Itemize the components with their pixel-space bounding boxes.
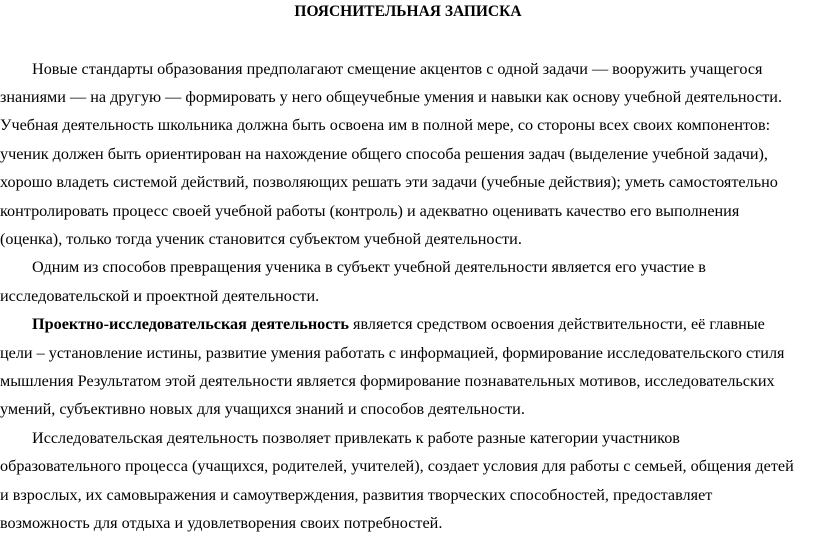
text-line: хорошо владеть системой действий, позволяющих решать эти задачи (учебные действия); уметь самостоятельно <box>0 173 778 191</box>
text-line: исследовательской и проектной деятельности. <box>0 287 320 305</box>
text-fragment: является средством освоения действительности, её главные <box>353 315 765 333</box>
text-line: цели – установление истины, развитие умения работать с информацией, формирование исследовательского стиля <box>0 344 785 362</box>
text-line: умений, субъективно новых для учащихся знаний и способов деятельности. <box>0 400 525 418</box>
text-line: знаниями — на другую — формировать у него общеучебные умения и навыки как основу учебной деятельности. <box>0 88 783 106</box>
text-line: и взрослых, их самовыражения и самоутверждения, развития творческих способностей, предоставляет <box>0 486 713 504</box>
text-line: ученик должен быть ориентирован на нахождение общего способа решения задач (выделение учебной задачи), <box>0 145 768 163</box>
bold-term: Проектно-исследовательская деятельность <box>32 315 349 333</box>
text-line: контролировать процесс своей учебной работы (контроль) и адекватно оценивать качество его выполнения <box>0 202 740 220</box>
text-line: Новые стандарты образования предполагают смещение акцентов с одной задачи — вооружить учащегося <box>32 60 763 78</box>
text-line: Учебная деятельность школьника должна быть освоена им в полной мере, со стороны всех своих компонентов: <box>0 116 771 134</box>
page-title: ПОЯСНИТЕЛЬНАЯ ЗАПИСКА <box>294 3 522 20</box>
text-line-with-term <box>32 314 765 334</box>
text-line: мышления Результатом этой деятельности является формирование познавательных мотивов, исследовательских <box>0 372 775 390</box>
text-line: Одним из способов превращения ученика в субъект учебной деятельности является его участие в <box>32 258 706 276</box>
text-line: образовательного процесса (учащихся, родителей, учителей), создает условия для работы с семьей, общения детей <box>0 457 794 475</box>
text-line: возможность для отдыха и удовлетворения своих потребностей. <box>0 514 443 532</box>
text-line: (оценка), только тогда ученик становится субъектом учебной деятельности. <box>0 230 522 248</box>
text-line: Исследовательская деятельность позволяет привлекать к работе разные категории участников <box>32 429 680 447</box>
